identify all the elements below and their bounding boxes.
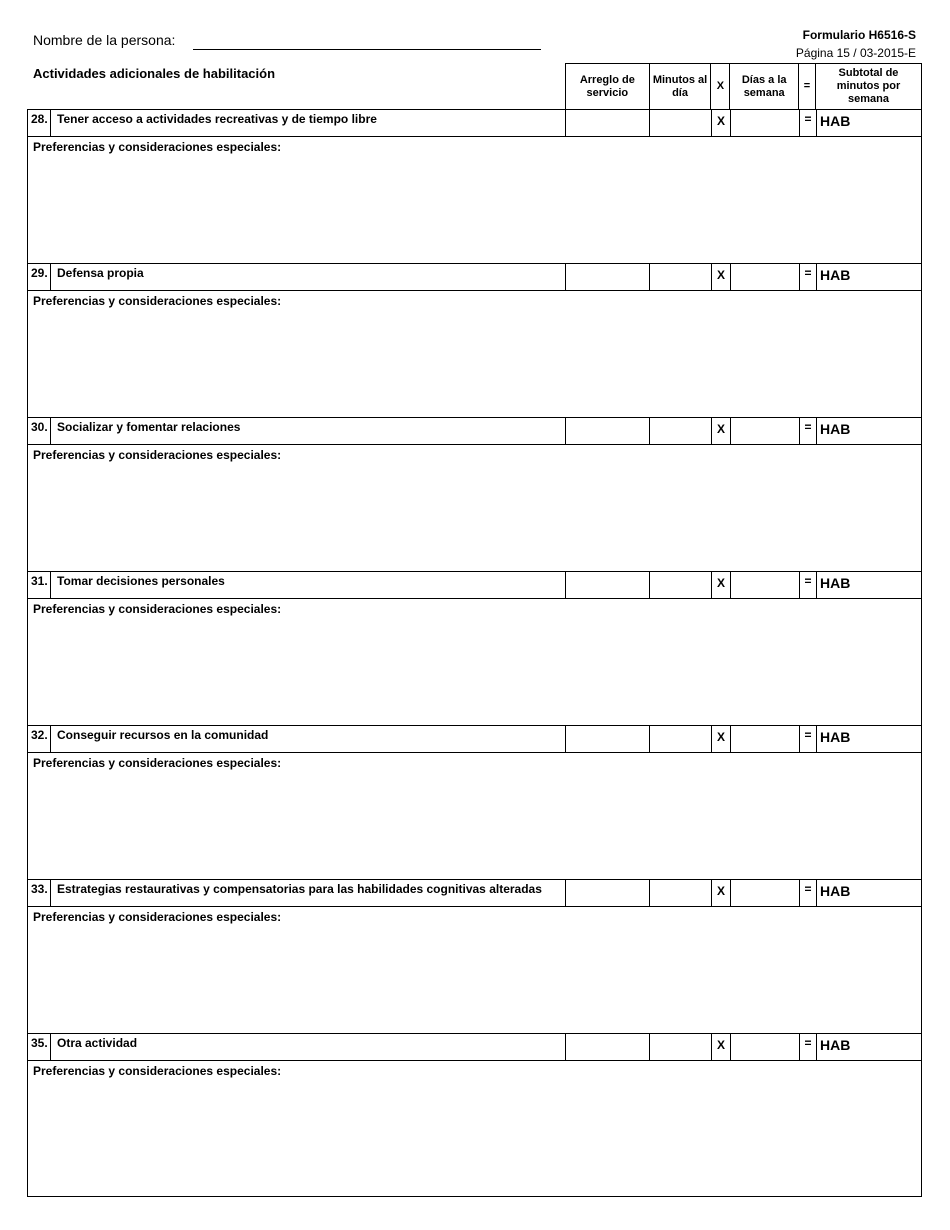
arreglo-input[interactable] bbox=[566, 110, 650, 136]
equals-symbol: = bbox=[800, 880, 817, 906]
subtotal-hab[interactable]: HAB bbox=[820, 421, 851, 437]
multiply-symbol: X bbox=[712, 726, 731, 752]
preferences-label: Preferencias y consideraciones especiales: bbox=[33, 294, 282, 308]
subtotal-hab[interactable]: HAB bbox=[820, 267, 851, 283]
form-id: Formulario H6516-S bbox=[802, 28, 916, 42]
equals-symbol: = bbox=[800, 264, 817, 290]
dias-input[interactable] bbox=[731, 264, 800, 290]
activity-label: Tener acceso a actividades recreativas y de tiempo libre bbox=[51, 110, 566, 136]
preferences-label: Preferencias y consideraciones especiales: bbox=[33, 140, 282, 154]
activity-label: Estrategias restaurativas y compensatorias para las habilidades cognitivas alteradas bbox=[51, 880, 566, 906]
preferences-label: Preferencias y consideraciones especiales: bbox=[33, 1064, 282, 1078]
multiply-symbol: X bbox=[712, 110, 731, 136]
person-name-field[interactable] bbox=[193, 49, 541, 50]
arreglo-input[interactable] bbox=[566, 880, 650, 906]
equals-symbol: = bbox=[800, 572, 817, 598]
activity-row bbox=[27, 571, 922, 599]
dias-input[interactable] bbox=[731, 880, 800, 906]
dias-input[interactable] bbox=[731, 572, 800, 598]
equals-symbol: = bbox=[800, 726, 817, 752]
activity-label: Tomar decisiones personales bbox=[51, 572, 566, 598]
dias-input[interactable] bbox=[731, 1034, 800, 1060]
preferences-label: Preferencias y consideraciones especiales: bbox=[33, 756, 282, 770]
page-number: Página 15 / 03-2015-E bbox=[795, 46, 916, 60]
activity-row bbox=[27, 263, 922, 291]
equals-symbol: = bbox=[800, 418, 817, 444]
preferences-box[interactable] bbox=[27, 1061, 922, 1197]
multiply-symbol: X bbox=[712, 1034, 731, 1060]
minutos-input[interactable] bbox=[650, 418, 712, 444]
arreglo-input[interactable] bbox=[566, 264, 650, 290]
activity-row bbox=[27, 1033, 922, 1061]
minutos-input[interactable] bbox=[650, 1034, 712, 1060]
preferences-box[interactable] bbox=[27, 291, 922, 418]
subtotal-hab[interactable]: HAB bbox=[820, 729, 851, 745]
preferences-box[interactable] bbox=[27, 907, 922, 1034]
activity-number: 29. bbox=[28, 264, 51, 290]
preferences-label: Preferencias y consideraciones especiales: bbox=[33, 448, 282, 462]
minutos-input[interactable] bbox=[650, 880, 712, 906]
arreglo-input[interactable] bbox=[566, 572, 650, 598]
dias-input[interactable] bbox=[731, 726, 800, 752]
preferences-label: Preferencias y consideraciones especiales: bbox=[33, 602, 282, 616]
person-name-label: Nombre de la persona: bbox=[33, 32, 176, 48]
activity-number: 32. bbox=[28, 726, 51, 752]
col-header-equals: = bbox=[799, 64, 816, 109]
activity-label: Otra actividad bbox=[51, 1034, 566, 1060]
arreglo-input[interactable] bbox=[566, 418, 650, 444]
multiply-symbol: X bbox=[712, 572, 731, 598]
equals-symbol: = bbox=[800, 110, 817, 136]
col-header-minutos: Minutos al día bbox=[650, 64, 712, 109]
subtotal-hab[interactable]: HAB bbox=[820, 575, 851, 591]
activity-label: Defensa propia bbox=[51, 264, 566, 290]
activity-number: 31. bbox=[28, 572, 51, 598]
dias-input[interactable] bbox=[731, 110, 800, 136]
col-header-subtotal: Subtotal de minutos por semana bbox=[816, 64, 922, 109]
activity-label: Conseguir recursos en la comunidad bbox=[51, 726, 566, 752]
preferences-box[interactable] bbox=[27, 137, 922, 264]
subtotal-hab[interactable]: HAB bbox=[820, 883, 851, 899]
preferences-label: Preferencias y consideraciones especiales: bbox=[33, 910, 282, 924]
preferences-box[interactable] bbox=[27, 599, 922, 726]
multiply-symbol: X bbox=[712, 418, 731, 444]
activity-number: 35. bbox=[28, 1034, 51, 1060]
activity-number: 28. bbox=[28, 110, 51, 136]
subtotal-hab[interactable]: HAB bbox=[820, 113, 851, 129]
minutos-input[interactable] bbox=[650, 110, 712, 136]
activity-label: Socializar y fomentar relaciones bbox=[51, 418, 566, 444]
col-header-x: X bbox=[711, 64, 730, 109]
section-title: Actividades adicionales de habilitación bbox=[33, 66, 276, 81]
arreglo-input[interactable] bbox=[566, 1034, 650, 1060]
col-header-dias: Días a la semana bbox=[730, 64, 799, 109]
activity-row bbox=[27, 417, 922, 445]
activity-number: 30. bbox=[28, 418, 51, 444]
column-header-row bbox=[565, 63, 922, 109]
activity-row bbox=[27, 109, 922, 137]
col-header-arreglo: Arreglo de servicio bbox=[566, 64, 650, 109]
subtotal-hab[interactable]: HAB bbox=[820, 1037, 851, 1053]
dias-input[interactable] bbox=[731, 418, 800, 444]
preferences-box[interactable] bbox=[27, 753, 922, 880]
minutos-input[interactable] bbox=[650, 572, 712, 598]
minutos-input[interactable] bbox=[650, 726, 712, 752]
activity-number: 33. bbox=[28, 880, 51, 906]
multiply-symbol: X bbox=[712, 880, 731, 906]
minutos-input[interactable] bbox=[650, 264, 712, 290]
arreglo-input[interactable] bbox=[566, 726, 650, 752]
equals-symbol: = bbox=[800, 1034, 817, 1060]
activity-row bbox=[27, 725, 922, 753]
activity-row bbox=[27, 879, 922, 907]
multiply-symbol: X bbox=[712, 264, 731, 290]
preferences-box[interactable] bbox=[27, 445, 922, 572]
